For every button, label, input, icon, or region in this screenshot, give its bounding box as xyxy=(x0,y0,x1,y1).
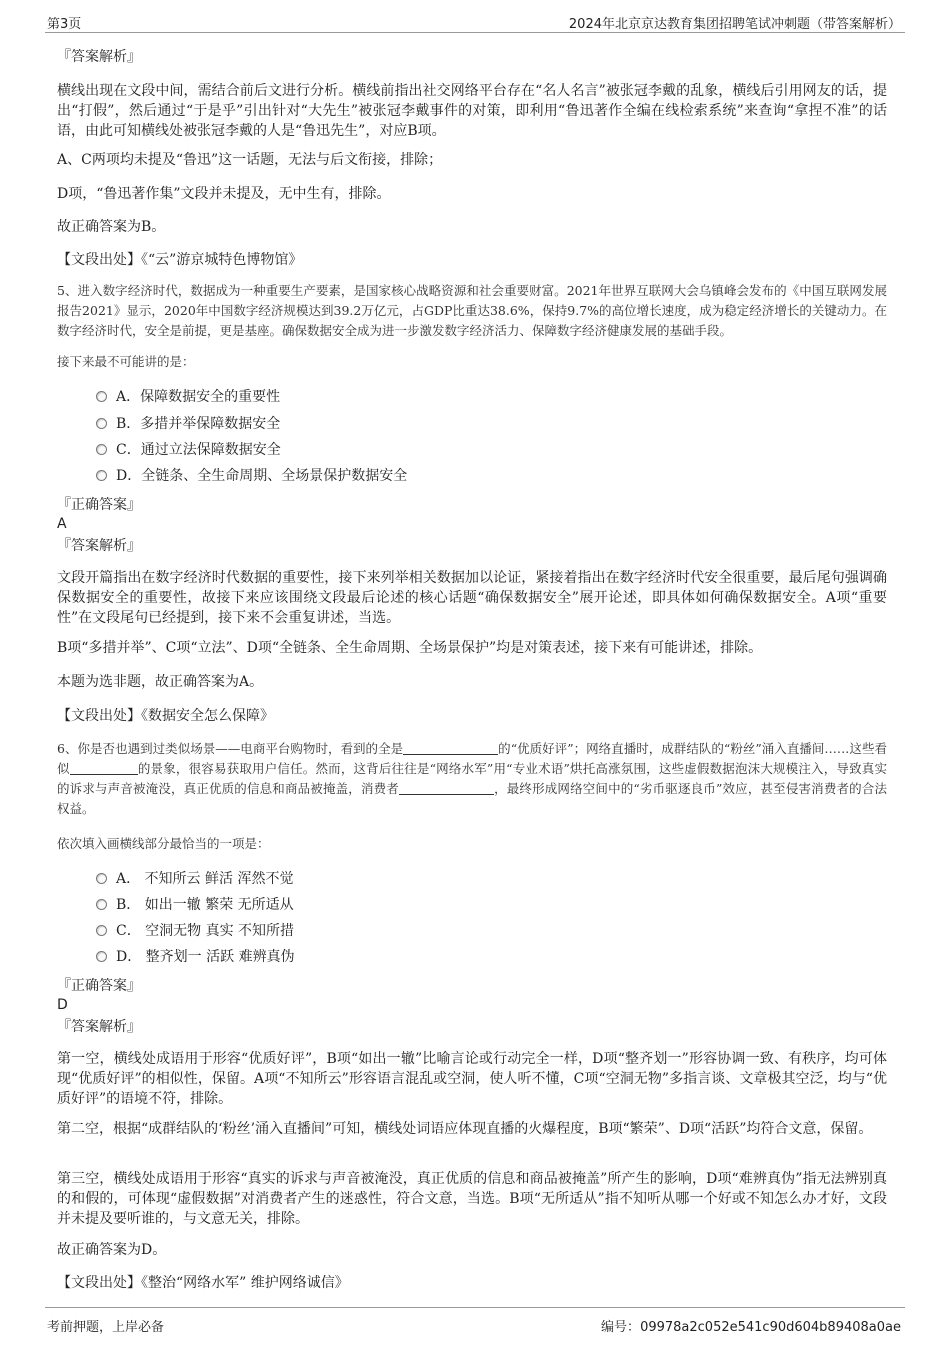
analysis-conclusion: 故正确答案为D。 xyxy=(57,1242,167,1258)
analysis-paragraph: B项“多措并举”、C项“立法”、D项“全链条、全生命周期、全场景保护”均是对策表述，接下来有可能讲述，排除。 xyxy=(57,640,763,656)
radio-icon[interactable] xyxy=(96,418,107,429)
footer-slogan: 考前押题，上岸必备 xyxy=(47,1320,165,1335)
option-b[interactable]: B． 如出一辙 繁荣 无所适从 xyxy=(96,895,294,915)
option-c[interactable]: C．通过立法保障数据安全 xyxy=(96,440,281,460)
analysis-label: 『答案解析』 xyxy=(57,49,141,65)
page-footer xyxy=(45,1307,905,1338)
analysis-conclusion: 本题为选非题，故正确答案为A。 xyxy=(57,674,264,690)
analysis-paragraph: D项，“鲁迅著作集”文段并未提及，无中生有，排除。 xyxy=(57,186,391,202)
source-citation: 【文段出处】《数据安全怎么保障》 xyxy=(57,708,274,724)
analysis-paragraph: 第三空，横线处成语用于形容“真实的诉求与声音被淹没，真正优质的信息和商品被掩盖”所产生的影响，D项“难辨真伪”指无法辨别真的和假的，可体现“虚假数据”对消费者产生的迷惑性，符合文意，当选。B项“无所适从”指不知听从哪一个好或不知怎么办才好，文段并未提及要听谁的，与文意无关，排除。 xyxy=(57,1171,887,1227)
correct-answer: A xyxy=(57,516,67,532)
analysis-paragraph: 第二空，根据“成群结队的‘粉丝’涌入直播间”可知，横线处词语应体现直播的火爆程度，B项“繁荣”、D项“活跃”均符合文意，保留。 xyxy=(57,1121,873,1137)
radio-icon[interactable] xyxy=(96,391,107,402)
source-citation: 【文段出处】《“云”游京城特色博物馆》 xyxy=(57,252,303,268)
option-a[interactable]: A． 不知所云 鲜活 浑然不觉 xyxy=(96,869,293,889)
radio-icon[interactable] xyxy=(96,470,107,481)
option-a[interactable]: A．保障数据安全的重要性 xyxy=(96,387,280,407)
radio-icon[interactable] xyxy=(96,925,107,936)
question-prompt: 依次填入画横线部分最恰当的一项是： xyxy=(57,836,270,851)
analysis-paragraph: A、C两项均未提及“鲁迅”这一话题，无法与后文衔接，排除； xyxy=(57,152,443,168)
radio-icon[interactable] xyxy=(96,899,107,910)
fill-blank xyxy=(70,761,138,775)
page-number: 第3页 xyxy=(47,17,82,32)
source-citation: 【文段出处】《整治“网络水军” 维护网络诚信》 xyxy=(57,1275,349,1291)
analysis-label: 『答案解析』 xyxy=(57,1019,141,1035)
analysis-paragraph: 文段开篇指出在数字经济时代数据的重要性，接下来列举相关数据加以论证，紧接着指出在数字经济时代安全很重要，最后尾句强调确保数据安全的重要性，故接下来应该围绕文段最后论述的核心话题“确保数据安全”展开论述，即具体如何确保数据安全。A项“重要性”在文段尾句已经提到，接下来不会重复讲述，当选。 xyxy=(57,570,887,626)
fill-blank xyxy=(399,781,494,795)
option-d[interactable]: D． 整齐划一 活跃 难辨真伪 xyxy=(96,947,295,967)
correct-answer: D xyxy=(57,997,68,1013)
page-header xyxy=(45,10,905,33)
question-stem: 5、进入数字经济时代，数据成为一种重要生产要素，是国家核心战略资源和社会重要财富。2021年世界互联网大会乌镇峰会发布的《中国互联网发展报告2021》显示，2020年中国数字经济规模达到39.2万亿元，占GDP比重达38.6%，保持9.7%的高位增长速度，成为稳定经济增长的关键动力。在数字经济时代，安全是前提，更是基座。确保数据安全成为进一步激发数字经济活力、保障数字经济健康发展的基础手段。 xyxy=(57,283,887,338)
correct-answer-label: 『正确答案』 xyxy=(57,497,141,513)
radio-icon[interactable] xyxy=(96,444,107,455)
document-id: 编号：09978a2c052e541c90d604b89408a0ae xyxy=(601,1320,901,1335)
question-stem: 6、你是否也遇到过类似场景——电商平台购物时，看到的全是 的“优质好评”；网络直播时，成群结队的“粉丝”涌入直播间……这些看似 的景象，很容易获取用户信任。然而，这背后往往是“网络水军”用“专业术语”烘托高涨氛围，这些虚假数据泡沫大规模注入，导致真实的诉求与声音被淹没，真正优质的信息和商品被掩盖，消费者 ，最终形成网络空间中的“劣币驱逐良币”效应，甚至侵害消费者的合法权益。 xyxy=(57,741,887,816)
question-prompt: 接下来最不可能讲的是： xyxy=(57,354,195,369)
radio-icon[interactable] xyxy=(96,873,107,884)
analysis-paragraph: 横线出现在文段中间，需结合前后文进行分析。横线前指出社交网络平台存在“名人名言”被张冠李戴的乱象，横线后引用网友的话，提出“打假”，然后通过“于是乎”引出针对“大先生”被张冠李戴事件的对策，即利用“鲁迅著作全编在线检索系统”来查询“拿捏不准”的话语，由此可知横线处被张冠李戴的人是“鲁迅先生”，对应B项。 xyxy=(57,83,887,139)
analysis-label: 『答案解析』 xyxy=(57,538,141,554)
radio-icon[interactable] xyxy=(96,951,107,962)
analysis-conclusion: 故正确答案为B。 xyxy=(57,219,166,235)
analysis-paragraph: 第一空，横线处成语用于形容“优质好评”，B项“如出一辙”比喻言论或行动完全一样，D项“整齐划一”形容协调一致、有秩序，均可体现“优质好评”的相似性，保留。A项“不知所云”形容语言混乱或空洞，使人听不懂，C项“空洞无物”多指言谈、文章极其空泛，均与“优质好评”的语境不符，排除。 xyxy=(57,1051,887,1107)
fill-blank xyxy=(403,741,498,755)
correct-answer-label: 『正确答案』 xyxy=(57,978,141,994)
option-c[interactable]: C． 空洞无物 真实 不知所措 xyxy=(96,921,294,941)
option-b[interactable]: B．多措并举保障数据安全 xyxy=(96,414,280,434)
option-d[interactable]: D．全链条、全生命周期、全场景保护数据安全 xyxy=(96,466,407,486)
document-title: 2024年北京京达教育集团招聘笔试冲刺题（带答案解析） xyxy=(568,17,901,32)
